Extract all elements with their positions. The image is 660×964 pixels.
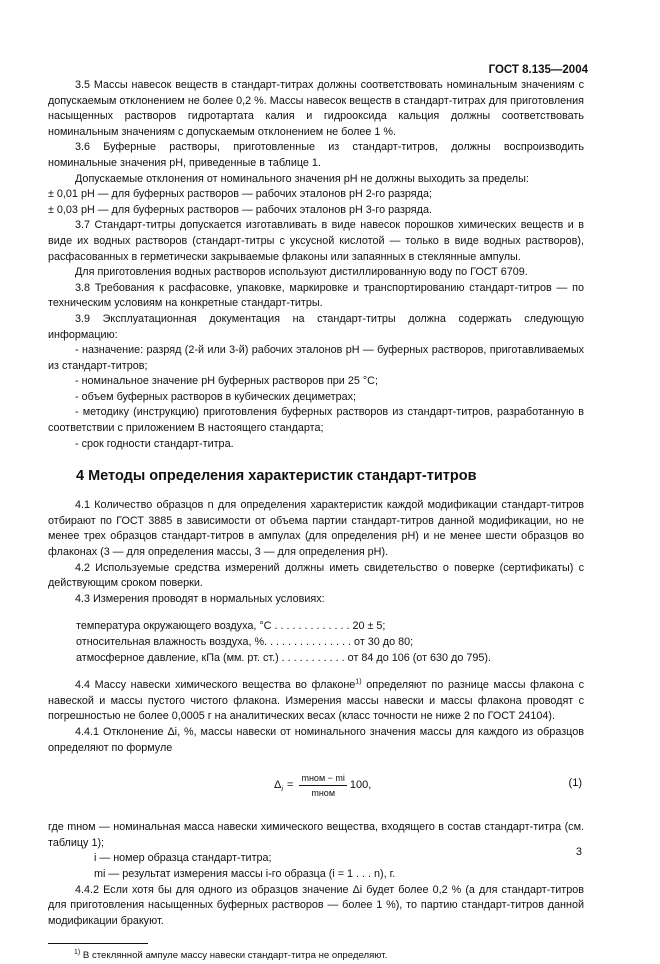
paragraph-4-1: 4.1 Количество образцов n для определения характеристик каждой модификации стандарт-титров отбирают по ГОСТ 3885 в зависимости от объема партии стандарт-титров данной модификации, но не менее трех образцов стандарт-титров в ампулах (для определения pH) и не менее шести образцов во флаконах (3 — для определения массы, 3 — для определения pH). [48,499,584,559]
formula-number: (1) [568,777,582,790]
tolerance-item-1: ± 0,01 pH — для буферных растворов — рабочих эталонов pH 2-го разряда; [48,188,432,201]
page-body [48,78,584,964]
document-header: ГОСТ 8.135—2004 [488,64,588,76]
paragraph-tolerance-intro: Допускаемые отклонения от номинального значения pH не должны выходить за пределы: [75,172,529,185]
paragraph-3-8: 3.8 Требования к расфасовке, упаковке, маркировке и транспортированию стандарт-титров — по техническим условиям на конкретные стандарт-титры. [48,281,584,310]
footnote-mark: 1) [74,949,81,957]
paragraph-4-4-1: 4.4.1 Отклонение Δi, %, массы навески от номинального значения массы для каждого из образцов определяют по формуле [48,725,584,754]
formula-numerator: mном − mi [299,772,346,786]
paragraph-3-9: 3.9 Эксплуатационная документация на стандарт-титры должна содержать следующую информацию: [48,312,584,341]
formula-lhs: $\Delta_i$ [274,778,284,794]
formula-equals: = [287,778,294,791]
paragraph-4-3: 4.3 Измерения проводят в нормальных условиях: [75,592,325,605]
section-heading: 4 Методы определения характеристик стандарт-титров [76,468,477,485]
p44-after: определяют по разнице массы флакона с навеской и массы пустого чистого флакона. Измерения массы навески и массы флакона проводят с погрешностью не более 0,0005 г на аналитических весах (класс точности не ниже 2 по ГОСТ 24104). [48,679,585,723]
paragraph-3-6: 3.6 Буферные растворы, приготовленные из стандарт-титров, должны воспроизводить номинальные значения pH, приведенные в таблице 1. [48,141,584,169]
p44-before: 4.4 Массу навески химического вещества во флаконе [75,679,356,692]
footnote-ref[interactable]: 1) [355,678,362,686]
paragraph-4-4 [48,678,584,725]
list-item: - срок годности стандарт-титра. [75,437,234,450]
list-item: - номинальное значение pH буферных растворов при 25 °C; [75,375,378,388]
footnote-text: В стеклянной ампуле массу навески стандарт-титра не определяют. [82,950,388,962]
paragraph-4-2: 4.2 Используемые средства измерений должны иметь свидетельство о поверке (сертификаты) с действующим сроком поверки. [48,561,584,590]
condition-temperature: температура окружающего воздуха, °C . . . . . . . . . . . . . 20 ± 5; [76,620,386,633]
list-item: - назначение: разряд (2-й или 3-й) рабочих эталонов pH — буферных растворов, приготавливаемых из стандарт-титров; [48,344,584,372]
formula-fraction [299,772,346,799]
condition-pressure: атмосферное давление, кПа (мм. рт. ст.) . . . . . . . . . . . от 84 до 106 (от 630 до 795). [76,651,491,664]
list-item: - методику (инструкцию) приготовления буферных растворов из стандарт-титров, разработанную в соответствии с приложением В настоящего стандарта; [48,406,584,435]
where-m-i: mi — результат измерения массы i-го образца (i = 1 . . . n), г. [94,867,396,880]
footnote [74,948,584,964]
paragraph-3-5: 3.5 Массы навесок веществ в стандарт-титрах должны соответствовать номинальным значениям с допускаемым отклонением не более 0,2 %. Массы навесок веществ в стандарт-титрах для приготовления насыщенных растворов гидротартата калия и гидрооксида кальция должны соответствовать номинальным значениям с допускаемым отклонением не более 1 %. [48,79,584,138]
where-m-nom: где mном — номинальная масса навески химического вещества, входящего в состав стандарт-титра (см. таблицу 1); [48,821,584,849]
list-item: - объем буферных растворов в кубических дециметрах; [75,390,356,403]
formula-denominator: mном [311,788,336,799]
footnote-divider [48,943,148,944]
paragraph-water: Для приготовления водных растворов используют дистиллированную воду по ГОСТ 6709. [75,266,528,279]
paragraph-4-4-2: 4.4.2 Если хотя бы для одного из образцов значение Δi будет более 0,2 % (а для стандарт-титров для приготовления насыщенных буферных растворов — более 1 %), то партию стандарт-титров данной модификации бракуют. [48,883,584,927]
formula-1 [48,768,584,814]
page-number: 3 [575,846,582,858]
formula-tail: 100, [349,778,372,791]
paragraph-3-7: 3.7 Стандарт-титры допускается изготавливать в виде навесок порошков химических веществ и в виде их водных растворов (стандарт-титры с уксусной кислотой — только в виде водных растворов), расфасованных в герметически закрываемые флаконы или запаянных в стеклянные ампулы. [48,219,584,263]
tolerance-item-2: ± 0,03 pH — для буферных растворов — рабочих эталонов pH 3-го разряда. [48,203,432,216]
condition-humidity: относительная влажность воздуха, %. . . . . . . . . . . . . . . от 30 до 80; [76,636,414,648]
where-i: i — номер образца стандарт-титра; [94,852,272,865]
